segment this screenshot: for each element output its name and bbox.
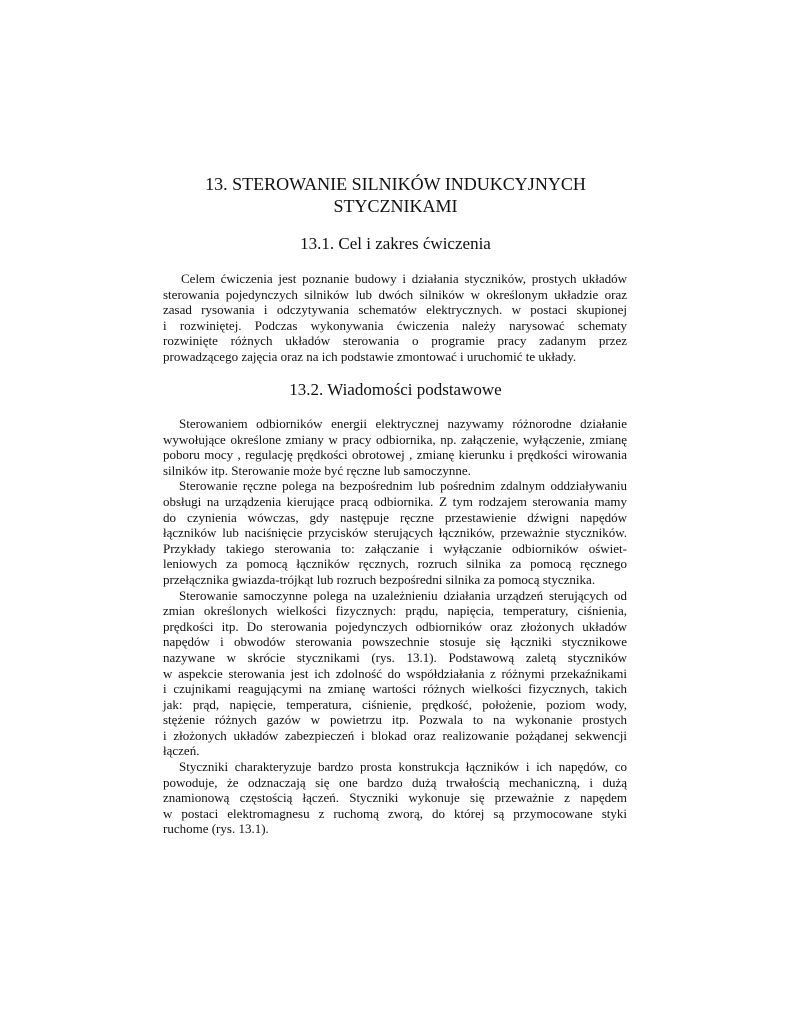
intro-paragraph (163, 271, 627, 365)
chapter-title (0, 173, 791, 217)
text-line: napędów i obwodów sterowania powszechnie stosuje się łączniki stycznikowe (163, 634, 627, 650)
text-line: i rozwiniętej. Podczas wykonywania ćwiczenia należy narysować schematy (163, 317, 627, 333)
text-line: Sterowaniem odbiorników energii elektrycznej nazywamy różnorodne działanie (179, 416, 627, 431)
text-line: i złożonych układów zabezpieczeń i blokad oraz realizowanie pożądanej sekwencji (163, 727, 627, 743)
text-line: silników itp. Sterowanie może być ręczne lub samoczynne. (163, 462, 471, 478)
text-line: Celem ćwiczenia jest poznanie budowy i działania styczników, prostych układów (181, 271, 627, 286)
text-line: znamionową częstością łączeń. Styczniki wykonuje się przeważnie z napędem (163, 790, 627, 806)
chapter-title-line-1: 13. STEROWANIE SILNIKÓW INDUKCYJNYCH (205, 174, 586, 194)
text-line: poboru mocy , regulację prędkości obrotowej , zmianę kierunku i prędkości wirowania (163, 447, 627, 463)
text-line: powoduje, że odznaczają się one bardzo dużą trwałością mechaniczną, i dużą (163, 774, 627, 790)
text-line: prowadzącego zajęcia oraz na ich podstawie zmontować i uruchomić te układy. (163, 348, 577, 364)
text-line: leniowych za pomocą łączników ręcznych, rozruch silnika za pomocą ręcznego (163, 556, 627, 572)
text-line: nazywane w skrócie stycznikami (rys. 13.1). Podstawową zaletą styczników (163, 649, 627, 665)
text-line: w postaci elektromagnesu z ruchomą zworą, do której są przymocowane styki (163, 805, 627, 821)
text-line: zasad rysowania i odczytywania schematów elektrycznych. w postaci skupionej (163, 302, 627, 318)
text-line: Sterowanie ręczne polega na bezpośrednim lub pośrednim zdalnym oddziaływaniu (179, 478, 627, 494)
text-line: sterowania pojedynczych silników lub dwóch silników w określonym układzie oraz (163, 286, 627, 302)
text-line: prędkości itp. Do sterowania pojedynczych odbiorników oraz złożonych układów (163, 618, 627, 634)
text-line: Przykłady takiego sterowania to: załączanie i wyłączanie odbiorników oświet- (163, 540, 627, 556)
text-line: obsługi na urządzenia kierujące pracą odbiornika. Z tym rodzajem sterowania mamy (163, 493, 627, 509)
body-paragraphs (163, 416, 627, 837)
section-heading-cel-i-zakres: 13.1. Cel i zakres ćwiczenia (300, 234, 491, 253)
text-line: rozwinięte różnych układów sterowania o programie pracy zadanym przez (163, 333, 627, 349)
text-line: ruchome (rys. 13.1). (163, 821, 269, 837)
text-line: Sterowanie samoczynne polega na uzależnieniu działania urządzeń sterujących od (179, 587, 627, 603)
text-line: łączników lub naciśnięcie przycisków sterujących łączników, przeważnie styczników. (163, 525, 627, 541)
text-line: zmian określonych wielkości fizycznych: prądu, napięcia, temperatury, ciśnienia, (163, 603, 627, 619)
text-line: łączeń. (163, 743, 200, 759)
section-heading-wiadomosci-podstawowe: 13.2. Wiadomości podstawowe (289, 380, 502, 399)
text-line: w aspekcie sterowania jest ich zdolność do współdziałania z różnymi przekaźnikami (163, 665, 627, 681)
text-line: Styczniki charakteryzuje bardzo prosta konstrukcja łączników i ich napędów, co (179, 759, 627, 775)
text-line: jak: prąd, napięcie, temperatura, ciśnienie, prędkość, położenie, poziom wody, (163, 696, 627, 712)
text-line: do czynienia wówczas, gdy następuje ręczne przestawienie dźwigni napędów (163, 509, 627, 525)
text-line: przełącznika gwiazda-trójkąt lub rozruch bezpośredni silnika za pomocą stycznika. (163, 571, 596, 587)
text-line: i czujnikami reagującymi na zmianę wartości różnych wielkości fizycznych, takich (163, 681, 627, 697)
text-line: stężenie różnych gazów w powietrzu itp. Pozwala to na wykonanie prostych (163, 712, 627, 728)
chapter-title-line-2: STYCZNIKAMI (333, 196, 458, 216)
text-line: wywołujące określone zmiany w pracy odbiornika, np. załączenie, wyłączenie, zmianę (163, 431, 627, 447)
